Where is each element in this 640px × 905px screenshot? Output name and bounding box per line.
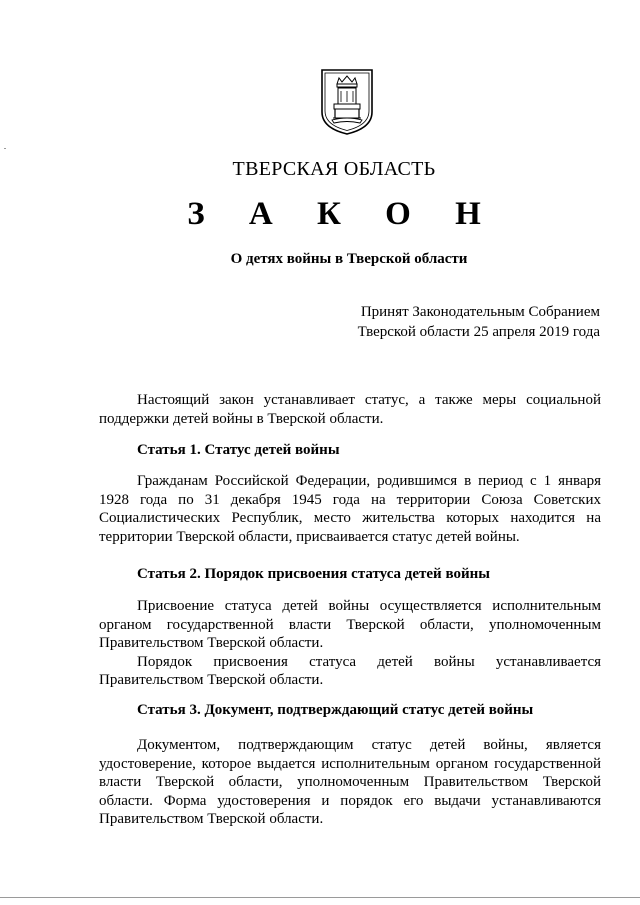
- adoption-note: [358, 302, 600, 342]
- law-subject: О детях войны в Тверской области: [230, 251, 468, 267]
- tver-coat-of-arms-icon: [320, 68, 374, 136]
- article-3-paragraph-1: Документом, подтверждающим статус детей войны, является удостоверение, которое выдается исполнительным органом государственной власти Тверской области, уполномоченным Правительством Тверской области. Форма удостоверения и порядок его выдачи устанавливаются Правительством Тверской области.: [99, 737, 601, 828]
- article-1-body: [99, 472, 601, 546]
- article-1-paragraph-1: Гражданам Российской Федерации, родившимся в период с 1 января 1928 года по 31 декабря 1945 года на территории Союза Советских Социалистических Республик, место жительства которых находится на территории Тверской области, присваивается статус детей войны.: [99, 473, 601, 545]
- article-3-body: [99, 736, 601, 829]
- scan-mark: [4, 148, 6, 149]
- article-2-paragraph-1: Присвоение статуса детей войны осуществляется исполнительным органом государственной власти Тверской области, уполномоченным Правительством Тверской области.: [99, 598, 601, 652]
- adoption-line-2: Тверской области 25 апреля 2019 года: [357, 324, 600, 340]
- page-bottom-divider: [0, 897, 640, 898]
- article-2-heading: Статья 2. Порядок присвоения статуса детей войны: [137, 566, 490, 582]
- adoption-line-1: Принят Законодательным Собранием: [360, 304, 600, 320]
- preamble-paragraph: Настоящий закон устанавливает статус, а также меры социальной поддержки детей войны в Тверской области.: [99, 392, 601, 427]
- article-2-paragraph-2: Порядок присвоения статуса детей войны устанавливается Правительством Тверской области.: [99, 653, 601, 689]
- document-title: З А К О Н: [187, 196, 499, 232]
- preamble-block: [99, 391, 601, 428]
- article-3-heading: Статья 3. Документ, подтверждающий статус детей войны: [137, 702, 534, 718]
- article-2-body: [99, 597, 601, 690]
- article-1-heading: Статья 1. Статус детей войны: [137, 442, 340, 458]
- region-name: ТВЕРСКАЯ ОБЛАСТЬ: [232, 158, 436, 180]
